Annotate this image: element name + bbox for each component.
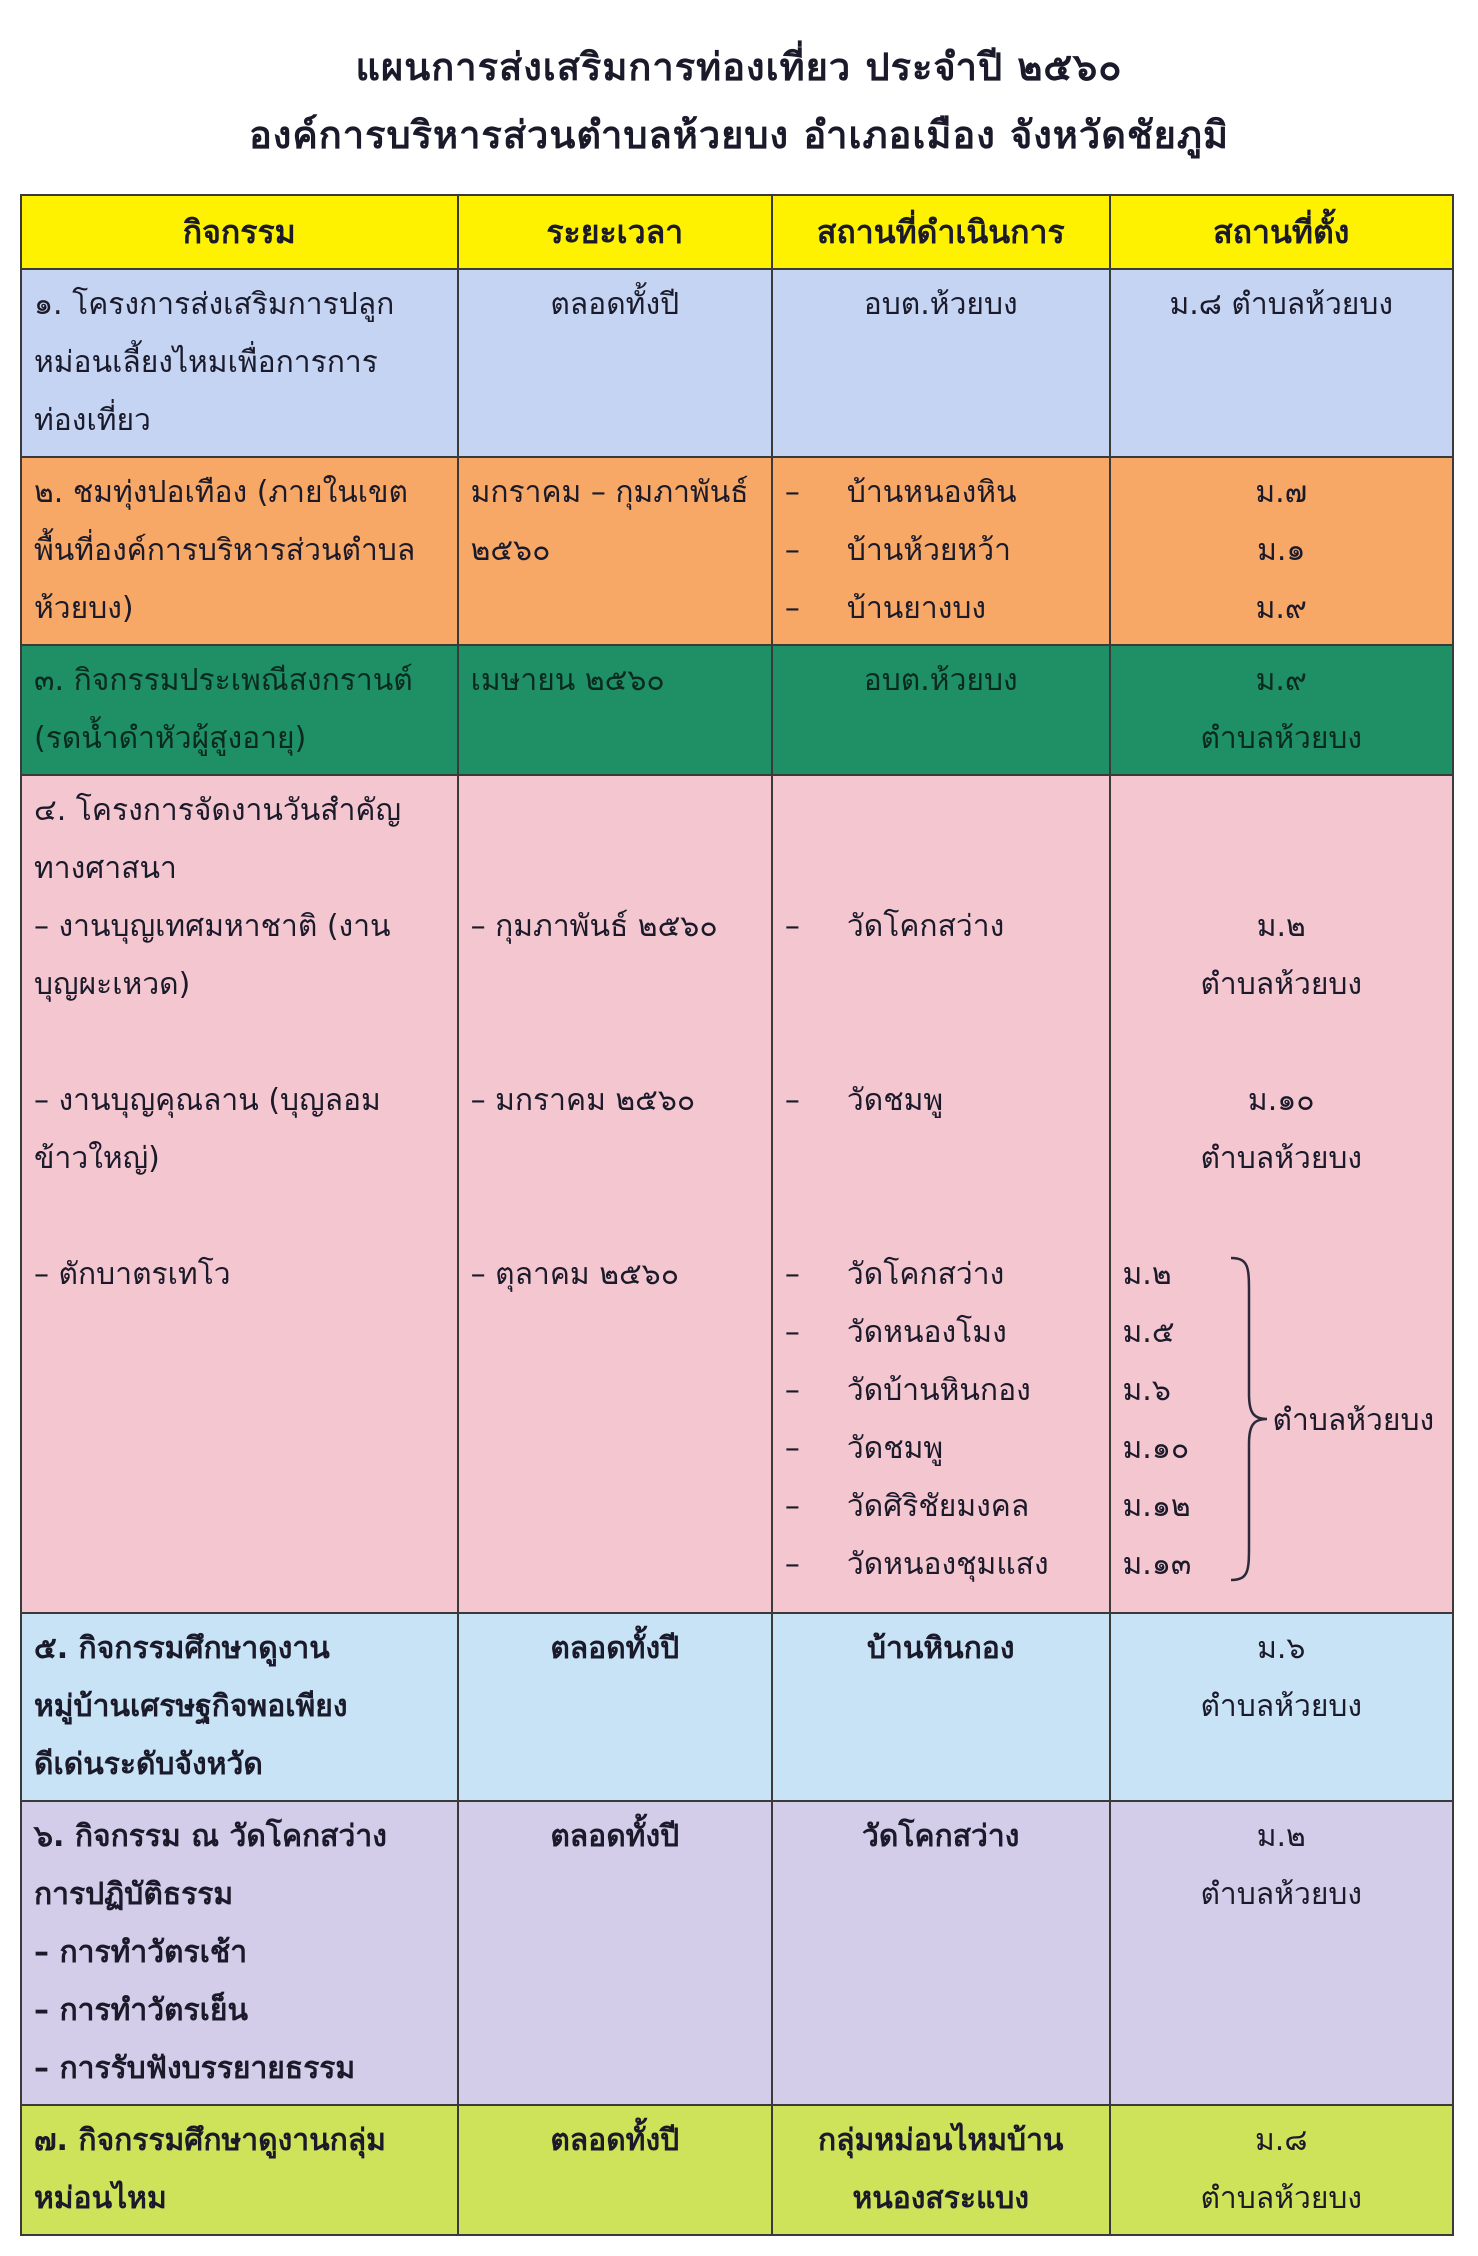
curly-brace-icon <box>1227 1254 1271 1584</box>
venue-item: – วัดโคกสว่าง <box>784 1257 1005 1292</box>
table-row <box>21 645 1453 775</box>
activity-text: ๖. กิจกรรม ณ วัดโคกสว่าง <box>34 1819 387 1854</box>
location-text: ตำบลห้วยบง <box>1200 721 1363 756</box>
venue-item: – วัดโคกสว่าง <box>784 909 1005 944</box>
location-cell <box>1110 645 1453 775</box>
moo-text: ม.๑๓ <box>1122 1547 1192 1582</box>
venue-text: กลุ่มหม่อนไหมบ้าน <box>818 2123 1064 2158</box>
location-text: ม.๒ <box>1256 1819 1306 1854</box>
location-text: ม.๙ <box>1255 591 1307 626</box>
activity-text: ท่องเที่ยว <box>34 403 151 438</box>
venue-item: – วัดชมพู <box>784 1431 944 1466</box>
period-cell <box>458 775 772 1613</box>
activity-cell <box>21 2105 458 2235</box>
location-text: ม.๗ <box>1255 475 1308 510</box>
location-text: ม.๖ <box>1257 1631 1306 1666</box>
location-text: ม.๘ <box>1255 2123 1308 2158</box>
tourism-plan-table <box>20 194 1454 2236</box>
venue-item: – วัดหนองโมง <box>784 1315 1007 1350</box>
location-text: ตำบลห้วยบง <box>1200 2181 1363 2216</box>
period-cell <box>458 457 772 645</box>
table-row <box>21 1613 1453 1801</box>
table-row <box>21 775 1453 1613</box>
period-cell: ตลอดทั้งปี <box>458 269 772 457</box>
table-row <box>21 1801 1453 2105</box>
location-cell: ม.๘ ตำบลห้วยบง <box>1110 269 1453 457</box>
sub-activity-text: – งานบุญคุณลาน (บุญลอม <box>34 1083 381 1118</box>
sub-period-text: – มกราคม ๒๕๖๐ <box>470 1083 696 1118</box>
sub-period-text: – กุมภาพันธ์ ๒๕๖๐ <box>470 909 718 944</box>
location-text: ม.๙ <box>1255 663 1307 698</box>
activity-text: ๑. โครงการส่งเสริมการปลูก <box>34 287 395 322</box>
sub-activity-text: – งานบุญเทศมหาชาติ (งาน <box>34 909 391 944</box>
table-header-row <box>21 195 1453 269</box>
activity-text: พื้นที่องค์การบริหารส่วนตำบล <box>34 533 416 568</box>
activity-text: – การทำวัตรเช้า <box>34 1935 248 1970</box>
activity-text: ๒. ชมทุ่งปอเทือง (ภายในเขต <box>34 475 409 510</box>
period-text: มกราคม – กุมภาพันธ์ <box>470 475 749 510</box>
activity-text: ดีเด่นระดับจังหวัด <box>34 1747 263 1782</box>
activity-cell <box>21 1613 458 1801</box>
sub-period-text: – ตุลาคม ๒๕๖๐ <box>470 1257 680 1292</box>
location-cell <box>1110 775 1453 1613</box>
location-text: ตำบลห้วยบง <box>1200 1689 1363 1724</box>
venue-cell: อบต.ห้วยบง <box>772 645 1110 775</box>
activity-cell <box>21 775 458 1613</box>
venue-item: – วัดหนองชุมแสง <box>784 1547 1049 1582</box>
header-period: ระยะเวลา <box>458 195 772 269</box>
activity-text: ๔. โครงการจัดงานวันสำคัญ <box>34 793 402 828</box>
location-text: ตำบลห้วยบง <box>1200 1141 1363 1176</box>
activity-cell <box>21 645 458 775</box>
table-row <box>21 2105 1453 2235</box>
location-cell <box>1110 457 1453 645</box>
venue-cell: บ้านหินกอง <box>772 1613 1110 1801</box>
document-subtitle: องค์การบริหารส่วนตำบลห้วยบง อำเภอเมือง จังหวัดชัยภูมิ <box>248 113 1230 157</box>
location-cell <box>1110 1613 1453 1801</box>
activity-text: ๗. กิจกรรมศึกษาดูงานกลุ่ม <box>34 2123 386 2158</box>
header-venue: สถานที่ดำเนินการ <box>772 195 1110 269</box>
activity-text: หม่อนเลี้ยงไหมเพื่อการการ <box>34 345 378 380</box>
moo-text: ม.๒ <box>1122 1257 1172 1292</box>
moo-text: ม.๑๐ <box>1122 1431 1190 1466</box>
venue-cell <box>772 457 1110 645</box>
document-title: แผนการส่งเสริมการท่องเที่ยว ประจำปี ๒๕๖๐ <box>355 45 1123 89</box>
activity-text: – การทำวัตรเย็น <box>34 1993 248 2028</box>
venue-item: – บ้านหนองหิน <box>784 475 1017 510</box>
table-row <box>21 269 1453 457</box>
venue-item: – วัดบ้านหินกอง <box>784 1373 1031 1408</box>
venue-item: – วัดศิริชัยมงคล <box>784 1489 1030 1524</box>
location-text: ตำบลห้วยบง <box>1200 967 1363 1002</box>
location-cell <box>1110 1801 1453 2105</box>
venue-text: หนองสระแบง <box>852 2181 1029 2216</box>
period-cell: เมษายน ๒๕๖๐ <box>458 645 772 775</box>
sub-activity-text: บุญผะเหวด) <box>34 967 191 1002</box>
venue-cell: วัดโคกสว่าง <box>772 1801 1110 2105</box>
period-text: ๒๕๖๐ <box>470 533 551 568</box>
venue-cell: อบต.ห้วยบง <box>772 269 1110 457</box>
activity-text: หมู่บ้านเศรษฐกิจพอเพียง <box>34 1689 348 1724</box>
moo-text: ม.๑๒ <box>1122 1489 1191 1524</box>
activity-cell <box>21 457 458 645</box>
venue-item: – บ้านห้วยหว้า <box>784 533 1011 568</box>
location-text: ม.๒ <box>1256 909 1306 944</box>
moo-text: ม.๖ <box>1122 1373 1171 1408</box>
activity-text: – การรับฟังบรรยายธรรม <box>34 2051 356 2086</box>
activity-text: ๕. กิจกรรมศึกษาดูงาน <box>34 1631 330 1666</box>
location-text: ม.๑๐ <box>1247 1083 1315 1118</box>
location-text: ตำบลห้วยบง <box>1200 1877 1363 1912</box>
venue-cell <box>772 775 1110 1613</box>
grouped-location <box>1123 1246 1440 1606</box>
activity-text: ห้วยบง) <box>34 591 134 626</box>
group-location-text: ตำบลห้วยบง <box>1272 1403 1435 1438</box>
period-cell: ตลอดทั้งปี <box>458 1801 772 2105</box>
venue-cell <box>772 2105 1110 2235</box>
activity-text: ทางศาสนา <box>34 851 177 886</box>
activity-text: (รดน้ำดำหัวผู้สูงอายุ) <box>34 721 307 756</box>
venue-item: – วัดชมพู <box>784 1083 944 1118</box>
activity-text: ๓. กิจกรรมประเพณีสงกรานต์ <box>34 663 413 698</box>
table-row <box>21 457 1453 645</box>
header-activity: กิจกรรม <box>21 195 458 269</box>
header-location: สถานที่ตั้ง <box>1110 195 1453 269</box>
period-cell: ตลอดทั้งปี <box>458 1613 772 1801</box>
sub-activity-text: – ตักบาตรเทโว <box>34 1257 231 1292</box>
location-cell <box>1110 2105 1453 2235</box>
venue-item: – บ้านยางบง <box>784 591 987 626</box>
period-cell: ตลอดทั้งปี <box>458 2105 772 2235</box>
activity-cell <box>21 1801 458 2105</box>
sub-activity-text: ข้าวใหญ่) <box>34 1141 160 1176</box>
activity-text: การปฏิบัติธรรม <box>34 1877 234 1912</box>
activity-text: หม่อนไหม <box>34 2181 167 2216</box>
activity-cell <box>21 269 458 457</box>
moo-text: ม.๕ <box>1122 1315 1175 1350</box>
location-text: ม.๑ <box>1257 533 1306 568</box>
